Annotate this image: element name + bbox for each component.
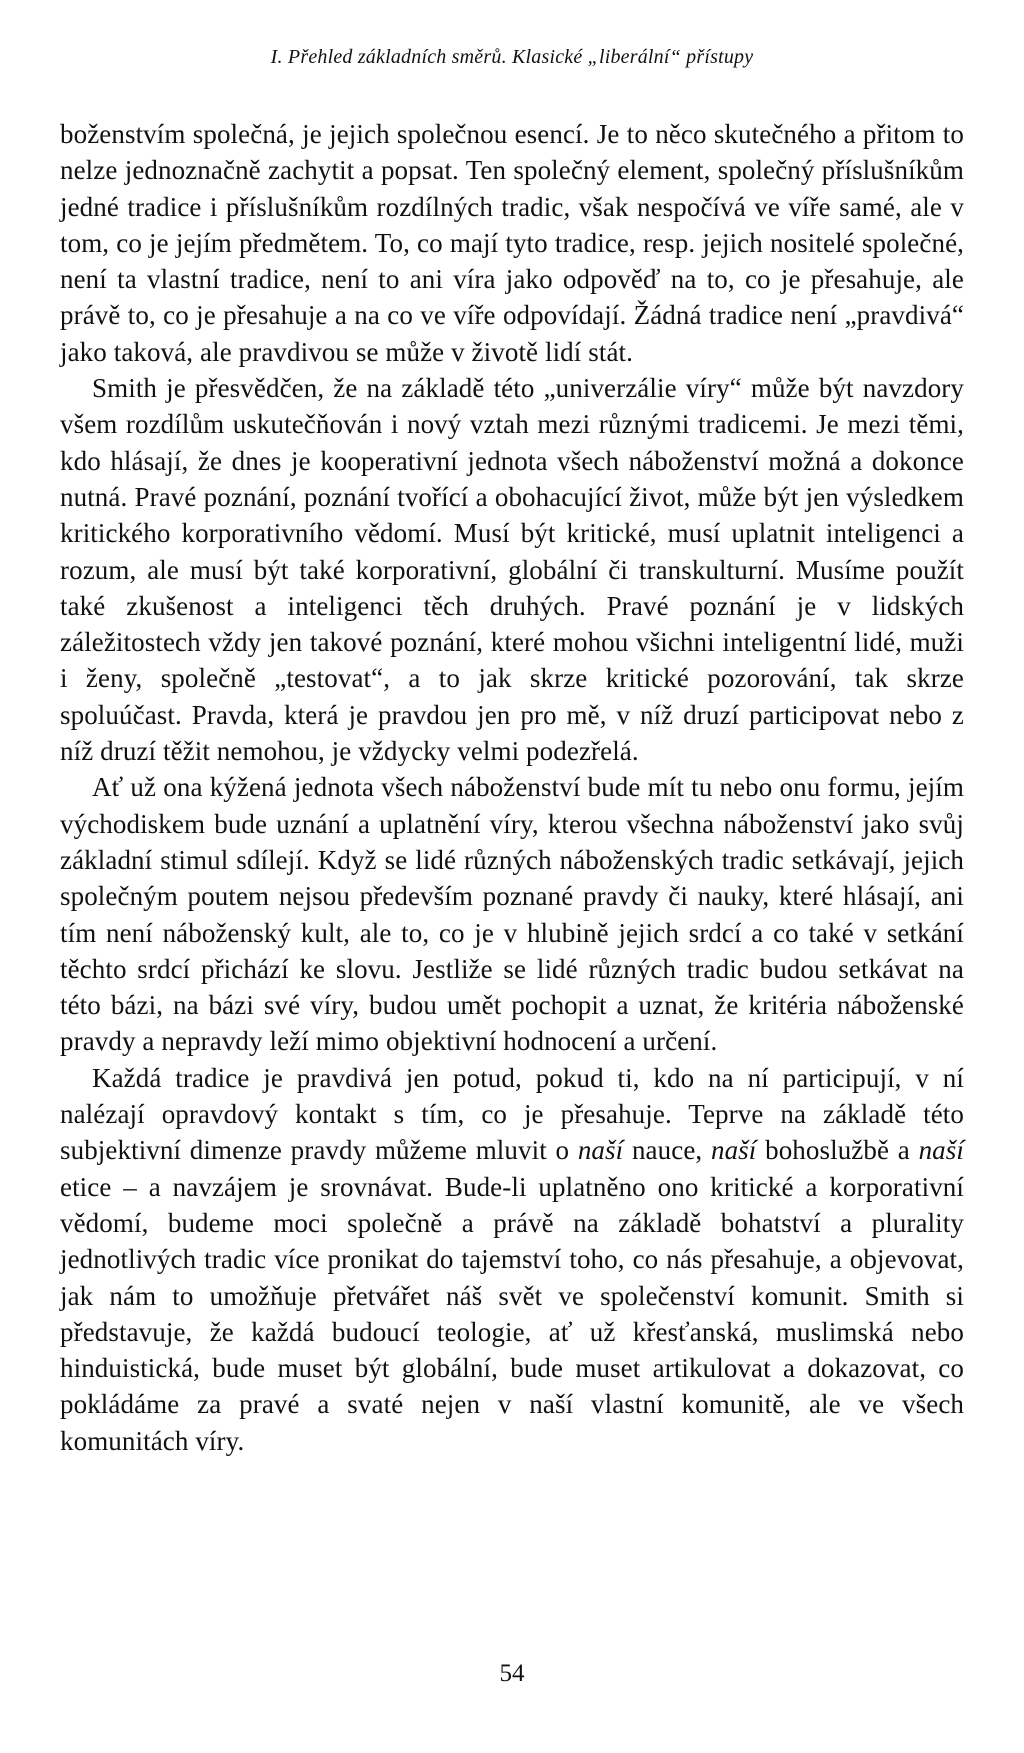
paragraph bbox=[60, 116, 964, 370]
paragraph bbox=[60, 1060, 964, 1459]
paragraph bbox=[60, 370, 964, 769]
text-segment: nauce, bbox=[623, 1135, 711, 1166]
text-segment: bohoslužbě a bbox=[756, 1135, 919, 1166]
emphasis-text: naší bbox=[918, 1135, 964, 1166]
text-segment: boženstvím společná, je jejich společnou esencí. Je to něco skutečného a přitom to nelze jednoznačně zachytit a popsat. Ten společný element, společný příslušníkům jedné tradice i příslušníkům rozdílných tradic, však nespočívá ve víře samé, ale v tom, co je jejím předmětem. To, co mají tyto tradice, resp. jejich nositelé společné, není ta vlastní tradice, není to ani víra jako odpověď na to, co je přesahuje, ale právě to, co je přesahuje a na co ve víře odpovídají. Žádná tradice není „pravdivá“ jako taková, ale pravdivou se může v životě lidí stát. bbox=[60, 119, 964, 367]
emphasis-text: naší bbox=[710, 1135, 757, 1166]
page-number: 54 bbox=[499, 1660, 525, 1687]
paragraph bbox=[60, 769, 964, 1059]
emphasis-text: naší bbox=[577, 1135, 624, 1166]
running-header: I. Přehled základních směrů. Klasické „liberální“ přístupy bbox=[270, 46, 754, 68]
text-segment: Každá tradice je pravdivá jen potud, pokud ti, kdo na ní participují, v ní nalézají opravdový kontakt s tím, co je přesahuje. Teprve na základě této subjektivní dimenze pravdy můžeme mluvit o bbox=[60, 1062, 964, 1166]
body-text bbox=[60, 116, 964, 1459]
text-segment: etice – a navzájem je srovnávat. Bude-li uplatněno ono kritické a korporativní vědomí, budeme moci společně a právě na základě bohatství a plurality jednotlivých tradic více pronikat do tajemství toho, co nás přesahuje, a objevovat, jak nám to umožňuje přetvářet náš svět ve společenství komunit. Smith si představuje, že každá budoucí teologie, ať už křesťanská, muslimská nebo hinduistická, bude muset být globální, bude muset artikulovat a dokazovat, co pokládáme za pravé a svaté nejen v naší vlastní komunitě, ale ve všech komunitách víry. bbox=[60, 1171, 964, 1456]
text-segment: Smith je přesvědčen, že na základě této „univerzálie víry“ může být navzdory všem rozdílům uskutečňován i nový vztah mezi různými tradicemi. Je mezi těmi, kdo hlásají, že dnes je kooperativní jednota všech náboženství možná a dokonce nutná. Pravé poznání, poznání tvořící a obohacující život, může být jen výsledkem kritického korporativního vědomí. Musí být kritické, musí uplatnit inteligenci a rozum, ale musí být také korporativní, globální či transkulturní. Musíme použít také zkušenost a inteligenci těch druhých. Pravé poznání je v lidských záležitostech vždy jen takové poznání, které mohou všichni inteligentní lidé, muži i ženy, společně „testovat“, a to jak skrze kritické pozorování, tak skrze spoluúčast. Pravda, která je pravdou jen pro mě, v níž druzí participovat nebo z níž druzí těžit nemohou, je vždycky velmi podezřelá. bbox=[60, 373, 964, 767]
text-segment: Ať už ona kýžená jednota všech náboženství bude mít tu nebo onu formu, jejím východiskem bude uznání a uplatnění víry, kterou všechna náboženství jako svůj základní stimul sdílejí. Když se lidé různých náboženských tradic setkávají, jejich společným poutem nejsou především poznané pravdy či nauky, které hlásají, ani tím není náboženský kult, ale to, co je v hlubině jejich srdcí a co také v setkání těchto srdcí přichází ke slovu. Jestliže se lidé různých tradic budou setkávat na této bázi, na bázi své víry, budou umět pochopit a uznat, že kritéria náboženské pravdy a nepravdy leží mimo objektivní hodnocení a určení. bbox=[60, 772, 964, 1057]
